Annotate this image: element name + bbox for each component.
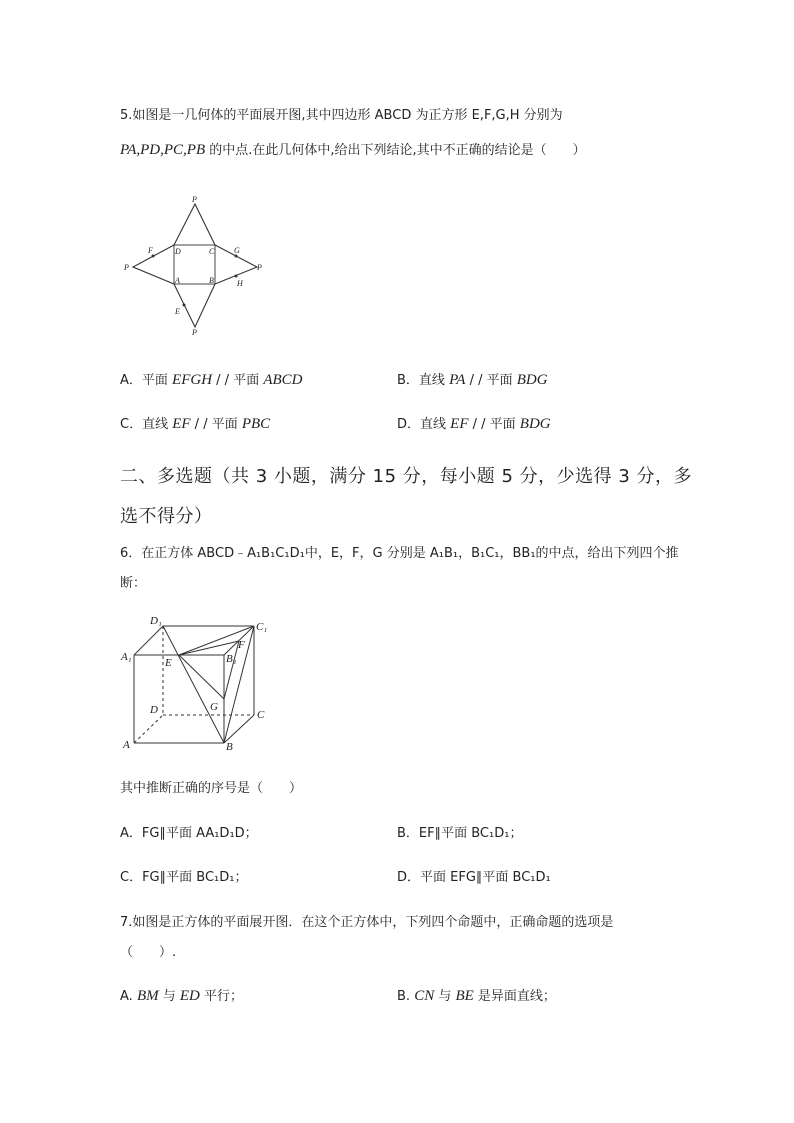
q5-option-c-math2: PBC [241, 416, 271, 432]
q5-option-b-prefix: B．直线 [397, 373, 450, 388]
q7-option-b-math2: BE [455, 988, 474, 1004]
q5-stem-math: PA,PD,PC,PB [120, 142, 206, 158]
q5-option-a-math2: ABCD [263, 372, 303, 388]
q7-stem-line1: 7.如图是正方体的平面展开图．在这个正方体中，下列四个命题中，正确命题的选项是 [120, 915, 614, 930]
q7-option-b [397, 985, 556, 1005]
q6-label-b1: B₁ [226, 653, 237, 665]
q5-label-a: A [175, 276, 180, 285]
q7-option-b-prefix: B. [397, 989, 415, 1004]
q5-option-d-math1: EF [450, 416, 469, 432]
q5-triangle-bottom [174, 284, 215, 327]
q5-label-p-left: P [124, 263, 129, 272]
q5-option-d [397, 413, 551, 433]
q6-option-d: D．平面 EFG∥平面 BC₁D₁ [397, 870, 551, 885]
q5-stem-text: 的中点.在此几何体中,给出下列结论,其中不正确的结论是（ ） [205, 143, 586, 158]
q5-triangle-top [174, 204, 215, 245]
q5-point-h [235, 275, 238, 278]
q5-label-f: F [148, 246, 153, 255]
q6-label-a: A [123, 739, 130, 751]
q5-option-c [120, 413, 270, 433]
q5-label-g: G [234, 246, 240, 255]
q6-label-g: G [210, 701, 218, 713]
section-heading-line2: 选不得分） [120, 506, 213, 527]
q6-label-d: D [150, 704, 158, 716]
q7-option-b-mid: 与 [434, 989, 456, 1004]
q5-label-h: H [237, 279, 243, 288]
q5-option-a-math1: EFGH [172, 372, 213, 388]
q6-label-f: F [238, 639, 245, 651]
q7-option-b-math1: CN [414, 988, 435, 1004]
q5-net-figure [120, 190, 280, 340]
q6-label-c: C [257, 709, 265, 721]
q7-option-a-math1: BM [136, 988, 159, 1004]
q5-option-b [397, 369, 548, 389]
q7-option-a-math2: ED [179, 988, 200, 1004]
q5-option-d-math2: BDG [519, 416, 551, 432]
q6-label-a1: A₁ [121, 651, 132, 663]
q5-stem-line2 [120, 139, 586, 159]
q5-option-a [120, 369, 303, 389]
q6-stem-line1: 6．在正方体 ABCD﹣A₁B₁C₁D₁中，E，F，G 分别是 A₁B₁，B₁C₁，BB₁的中点，给出下列四个推 [120, 546, 679, 561]
q5-label-p-top: P [192, 195, 197, 204]
q5-option-a-mid: / / 平面 [212, 373, 264, 388]
q6-label-c1: C₁ [256, 621, 268, 633]
q6-label-b: B [226, 741, 233, 753]
q5-option-b-mid: / / 平面 [465, 373, 517, 388]
q6-cube-figure [118, 610, 278, 755]
q5-label-p-right: P [257, 263, 262, 272]
q5-option-b-math2: BDG [516, 372, 548, 388]
q5-stem-line1: 5.如图是一几何体的平面展开图,其中四边形 ABCD 为正方形 E,F,G,H 分别为 [120, 108, 563, 123]
q6-question: 其中推断正确的序号是（ ） [120, 781, 303, 796]
q5-option-c-mid: / / 平面 [190, 417, 242, 432]
q6-option-c: C．FG∥平面 BC₁D₁； [120, 870, 248, 885]
q5-option-b-math1: PA [449, 372, 466, 388]
q6-option-b: B．EF∥平面 BC₁D₁； [397, 826, 523, 841]
q5-label-p-bottom: P [192, 328, 197, 337]
q6-option-a: A．FG∥平面 AA₁D₁D； [120, 826, 258, 841]
q5-point-e [183, 304, 186, 307]
q5-option-a-prefix: A．平面 [120, 373, 173, 388]
q7-option-a-suffix: 平行； [199, 989, 244, 1004]
q6-label-e: E [165, 657, 172, 669]
q5-option-d-mid: / / 平面 [468, 417, 520, 432]
section-heading-line1: 二、多选题（共 3 小题，满分 15 分，每小题 5 分，少选得 3 分，多 [120, 466, 693, 487]
q5-label-b: B [209, 276, 214, 285]
q5-triangle-left [133, 245, 174, 284]
q7-option-a [120, 985, 243, 1005]
q7-option-a-mid: 与 [158, 989, 180, 1004]
q5-label-d: D [175, 247, 181, 256]
q7-option-b-suffix: 是异面直线； [473, 989, 556, 1004]
q5-option-d-prefix: D．直线 [397, 417, 451, 432]
q7-stem-line2: （ ）. [120, 945, 177, 960]
q5-option-c-prefix: C．直线 [120, 417, 173, 432]
q5-label-c: C [209, 247, 215, 256]
q6-stem-line2: 断： [120, 576, 147, 591]
q5-option-c-math1: EF [172, 416, 191, 432]
q7-option-a-prefix: A. [120, 989, 137, 1004]
q6-label-d1: D₁ [150, 615, 162, 627]
q5-label-e: E [175, 307, 180, 316]
